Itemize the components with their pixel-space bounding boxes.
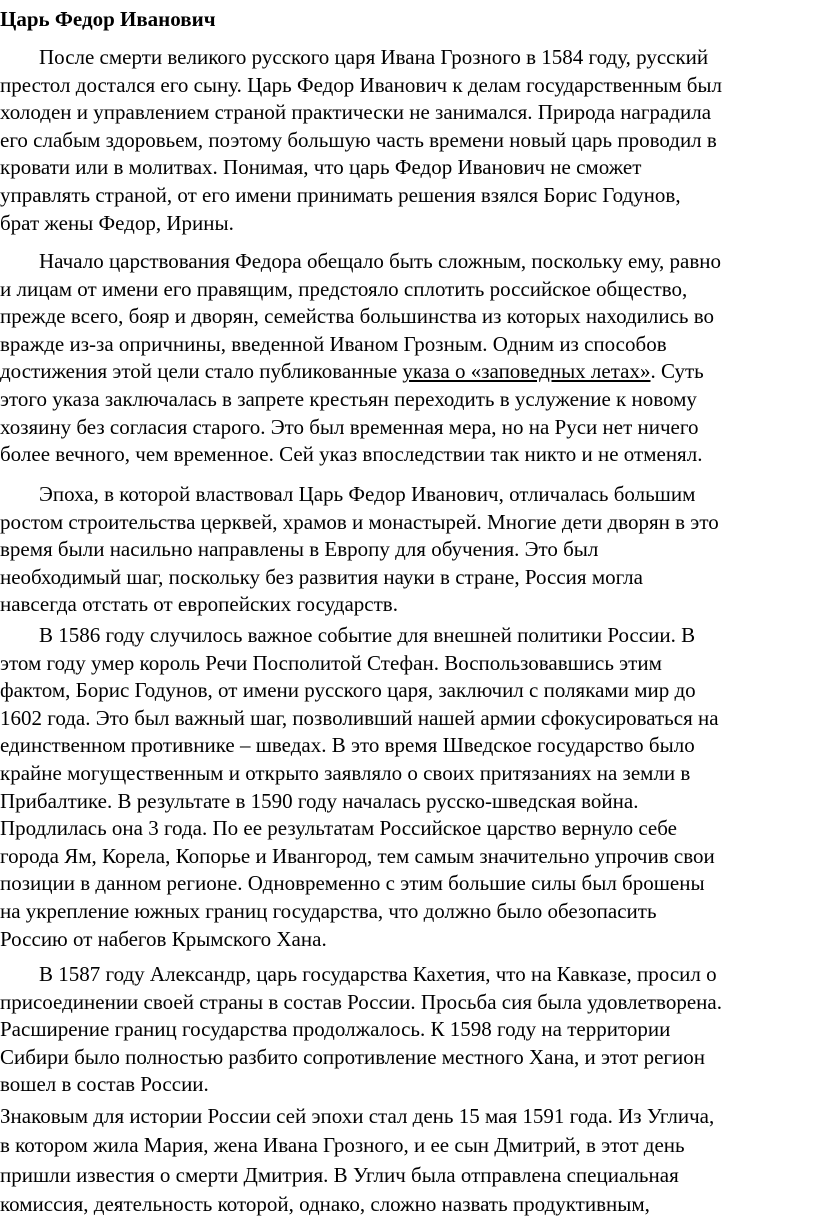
text-line: прежде всего, бояр и дворян, семейства большинства из которых находились во (0, 304, 715, 329)
text-line: управлять страной, от его имени принимать решения взялся Борис Годунов, (0, 182, 681, 207)
text-line: позиции в данном регионе. Одновременно с этим большие силы был брошены (0, 871, 705, 896)
text-line: этого указа заключалась в запрете крестьян переходить в услужение к новому (0, 386, 697, 411)
text-line: Россию от набегов Крымского Хана. (0, 926, 327, 951)
text-line: В 1586 году случилось важное событие для внешней политики России. В (39, 623, 696, 647)
text-line: Прибалтике. В результате в 1590 году началась русско-шведская война. (0, 788, 639, 813)
text-line: холоден и управлением страной практически не занимался. Природа наградила (0, 100, 712, 125)
paragraph-3 (0, 481, 816, 619)
paragraph-4 (0, 622, 816, 953)
text-line: В 1587 году Александр, царь государства Кахетия, что на Кавказе, просил о (39, 962, 717, 986)
text-line: После смерти великого русского царя Ивана Грозного в 1584 году, русский (39, 45, 709, 69)
text-line: его слабым здоровьем, поэтому большую часть времени новый царь проводил в (0, 127, 717, 152)
document-title: Царь Федор Иванович (0, 7, 216, 31)
text-line: навсегда отстать от европейских государств. (0, 592, 398, 617)
text-line: 1602 года. Это был важный шаг, позволивший нашей армии сфокусироваться на (0, 705, 719, 730)
text-line: в котором жила Мария, жена Ивана Грозного, и ее сын Дмитрий, в этот день (0, 1133, 685, 1158)
text-line: Сибири было полностью разбито сопротивление местного Хана, и этот регион (0, 1044, 705, 1069)
text-line: комиссия, деятельность которой, однако, сложно назвать продуктивным, (0, 1191, 650, 1216)
text-line: крайне могущественным и открыто заявляло о своих притязаниях на земли в (0, 760, 691, 785)
text-line: время были насильно направлены в Европу для обучения. Это был (0, 537, 599, 562)
text-line: города Ям, Корела, Копорье и Ивангород, тем самым значительно упрочив свои (0, 843, 715, 868)
paragraph-1 (0, 44, 816, 237)
text-fragment: . Суть (650, 359, 704, 384)
text-line: Знаковым для истории России сей эпохи стал день 15 мая 1591 года. Из Углича, (0, 1104, 715, 1128)
text-line: на укрепление южных границ государства, что должно было обезопасить (0, 898, 657, 923)
paragraph-6 (0, 1102, 816, 1219)
text-line: присоединении своей страны в состав России. Просьба сия была удовлетворена. (0, 989, 722, 1014)
text-line: этом году умер король Речи Посполитой Стефан. Воспользовавшись этим (0, 650, 662, 675)
text-line: Расширение границ государства продолжалось. К 1598 году на территории (0, 1017, 671, 1042)
text-line: фактом, Борис Годунов, от имени русского царя, заключил с поляками мир до (0, 678, 696, 703)
paragraph-5 (0, 961, 816, 1099)
text-line: вражде из-за опричнины, введенной Иваном Грозным. Одним из способов (0, 331, 667, 356)
text-fragment: достижения этой цели стало публикованные (0, 359, 403, 384)
text-line: необходимый шаг, поскольку без развития науки в стране, Россия могла (0, 564, 643, 589)
text-line: Продлилась она 3 года. По ее результатам Российское царство вернуло себе (0, 816, 677, 841)
text-line: пришли известия о смерти Дмитрия. В Углич была отправлена специальная (0, 1162, 679, 1187)
text-line: и лицам от имени его правящим, предстояло сплотить российское общество, (0, 276, 688, 301)
text-line: Эпоха, в которой властвовал Царь Федор Иванович, отличалась большим (39, 482, 696, 506)
text-line: ростом строительства церквей, храмов и монастырей. Многие дети дворян в это (0, 509, 719, 534)
text-line: Начало царствования Федора обещало быть сложным, поскольку ему, равно (39, 249, 721, 273)
ukaz-link[interactable]: указа о «заповедных летах» (402, 359, 651, 384)
text-line: престол достался его сыну. Царь Федор Иванович к делам государственным был (0, 72, 723, 97)
text-line: брат жены Федор, Ирины. (0, 210, 234, 235)
text-line: кровати или в молитвах. Понимая, что царь Федор Иванович не сможет (0, 155, 642, 180)
text-line: более вечного, чем временное. Сей указ впоследствии так никто и не отменял. (0, 442, 703, 467)
text-line-with-link (0, 358, 816, 386)
text-line: единственном противнике – шведах. В это время Шведское государство было (0, 733, 695, 758)
text-line: хозяину без согласия старого. Это был временная мера, но на Руси нет ничего (0, 414, 699, 439)
paragraph-2 (0, 248, 816, 469)
text-line: вошел в состав России. (0, 1072, 209, 1097)
